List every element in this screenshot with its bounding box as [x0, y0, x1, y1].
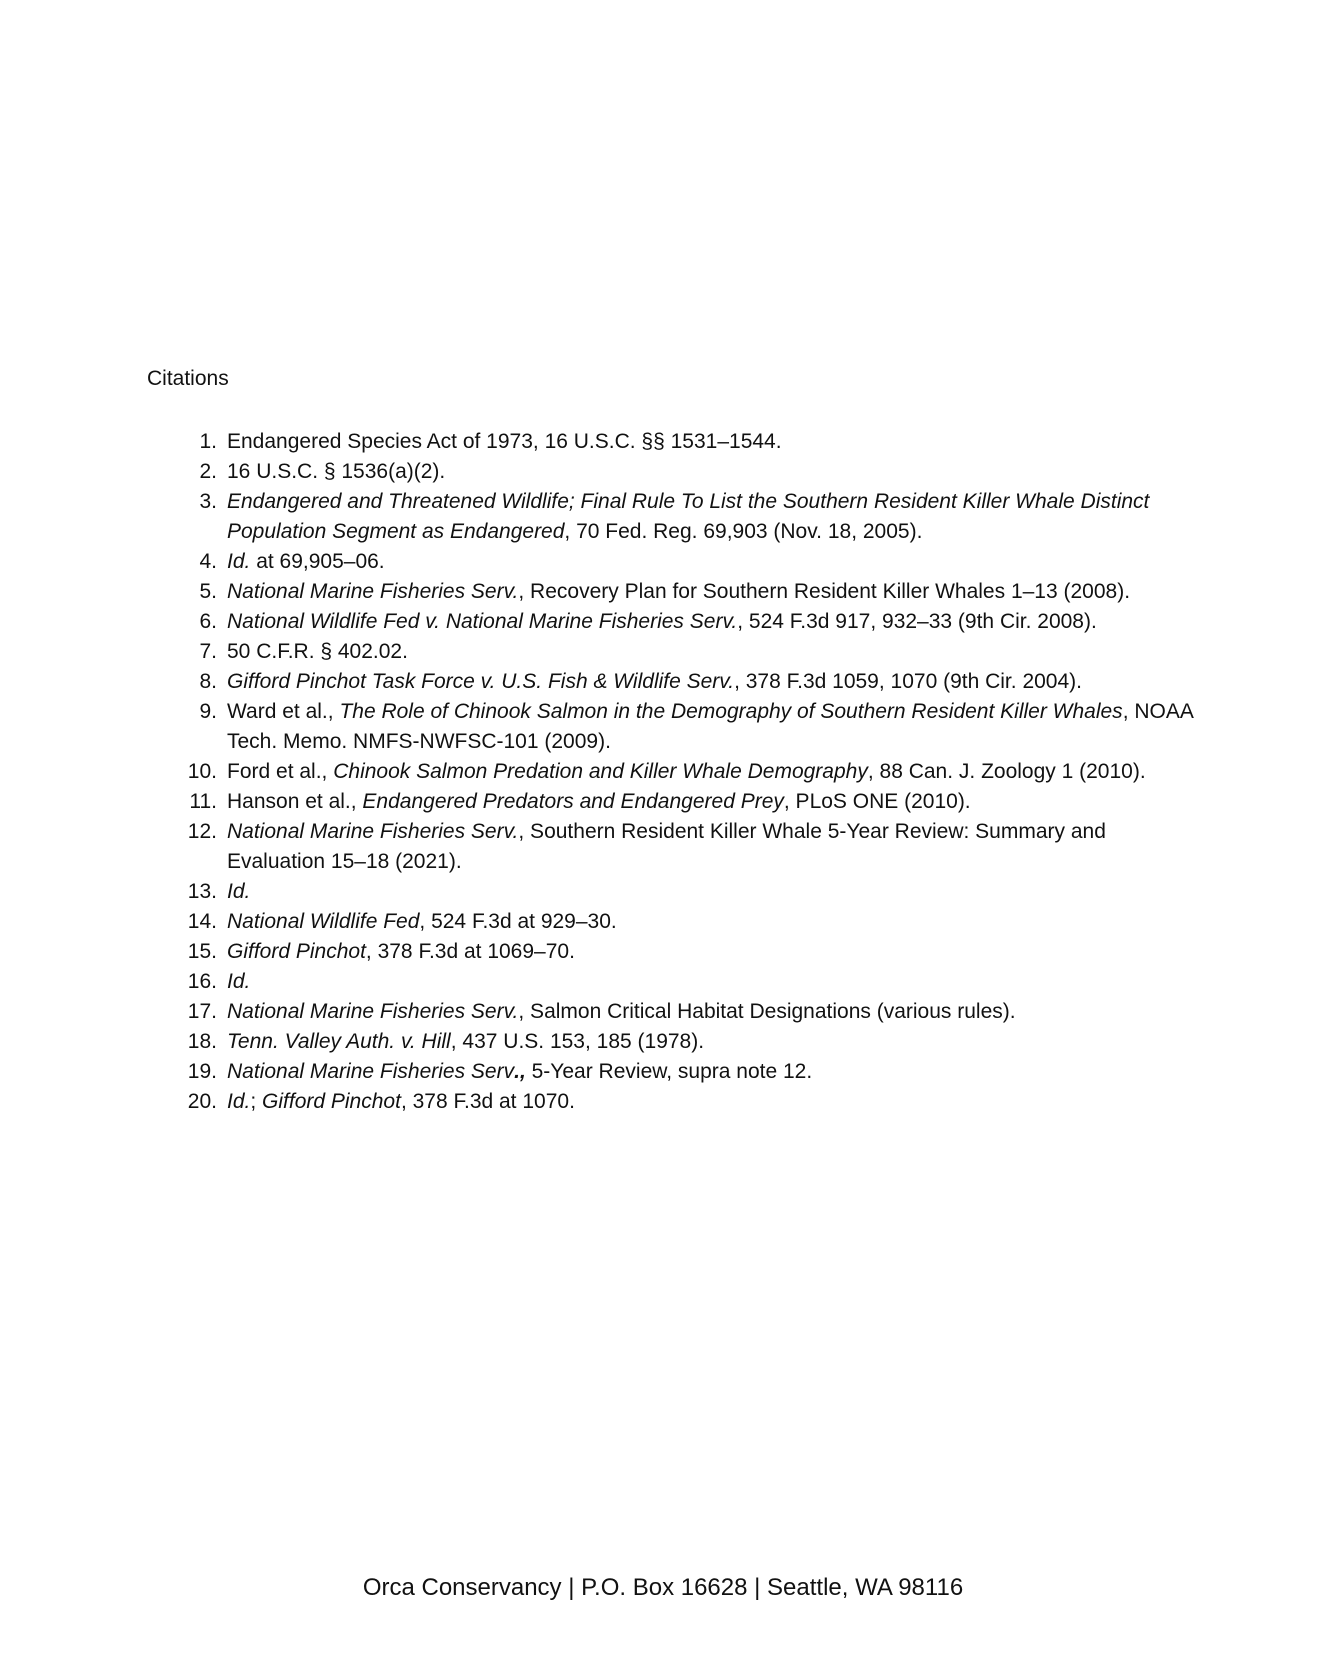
- citation-text: [227, 757, 1207, 787]
- citation-number: 7.: [199, 640, 217, 663]
- citation-italic-segment: Id.: [227, 880, 251, 903]
- citation-italic-segment: National Wildlife Fed v. National Marine Fisheries Serv.: [227, 610, 738, 633]
- citation-italic-segment: Gifford Pinchot: [227, 940, 366, 963]
- citation-segment: , Southern Resident Killer Whale 5-Year Review: Summary and Evaluation 15–18 (2021).: [227, 820, 1106, 873]
- citation-segment: , 437 U.S. 153, 185 (1978).: [450, 1030, 705, 1053]
- citation-item: [147, 997, 1207, 1027]
- citation-segment: 5-Year Review, supra note 12.: [525, 1060, 813, 1083]
- citation-item: [147, 1057, 1207, 1087]
- citation-text: [227, 607, 1207, 637]
- citation-number: 5.: [199, 580, 217, 603]
- citation-segment: Endangered Species Act of 1973, 16 U.S.C. §§ 1531–1544.: [227, 430, 782, 453]
- citation-item: [147, 457, 1207, 487]
- citation-item: [147, 1087, 1207, 1117]
- citation-number: 14.: [187, 910, 217, 933]
- citation-segment: , 70 Fed. Reg. 69,903 (Nov. 18, 2005).: [564, 520, 923, 543]
- citation-italic-segment: Gifford Pinchot: [262, 1090, 401, 1113]
- citation-italic-segment: Gifford Pinchot Task Force v. U.S. Fish & Wildlife Serv.: [227, 670, 735, 693]
- citations-list: [147, 427, 1207, 1117]
- citation-item: [147, 937, 1207, 967]
- citation-segment: .,: [514, 1060, 526, 1083]
- citation-text: [227, 547, 1207, 577]
- citation-item: [147, 577, 1207, 607]
- citation-item: [147, 697, 1207, 757]
- citation-number: 1.: [199, 430, 217, 453]
- citation-number: 15.: [187, 940, 217, 963]
- citation-text: [227, 637, 1207, 667]
- citation-text: [227, 967, 1207, 997]
- citation-number: 8.: [199, 670, 217, 693]
- citation-segment: , Salmon Critical Habitat Designations (various rules).: [518, 1000, 1016, 1023]
- citation-italic-segment: National Marine Fisheries Serv.: [227, 820, 519, 843]
- citation-number: 11.: [189, 790, 217, 813]
- citation-italic-segment: Id.: [227, 1090, 251, 1113]
- citation-item: [147, 817, 1207, 877]
- citation-italic-segment: National Marine Fisheries Serv: [227, 1060, 515, 1083]
- citation-item: [147, 487, 1207, 547]
- citation-number: 3.: [199, 490, 217, 513]
- citation-italic-segment: Endangered Predators and Endangered Prey: [362, 790, 784, 813]
- citation-italic-segment: National Marine Fisheries Serv.: [227, 580, 519, 603]
- citation-number: 13.: [187, 880, 217, 903]
- footer-address: Orca Conservancy | P.O. Box 16628 | Seattle, WA 98116: [362, 1574, 964, 1601]
- citation-text: [227, 1087, 1207, 1117]
- citation-number: 18.: [187, 1030, 217, 1053]
- page-title: Citations: [147, 367, 229, 390]
- citation-segment: , PLoS ONE (2010).: [783, 790, 971, 813]
- citation-item: [147, 907, 1207, 937]
- citation-text: [227, 697, 1207, 757]
- citation-italic-segment: The Role of Chinook Salmon in the Demography of Southern Resident Killer Whales: [339, 700, 1123, 723]
- citation-number: 19.: [187, 1060, 217, 1083]
- citation-text: [227, 877, 1207, 907]
- citation-italic-segment: National Wildlife Fed: [227, 910, 420, 933]
- citation-item: [147, 787, 1207, 817]
- citation-item: [147, 667, 1207, 697]
- citation-segment: at 69,905–06.: [250, 550, 385, 573]
- citation-segment: ;: [250, 1090, 263, 1113]
- citation-item: [147, 877, 1207, 907]
- citation-text: [227, 427, 1207, 457]
- citation-item: [147, 427, 1207, 457]
- citation-item: [147, 757, 1207, 787]
- citation-number: 6.: [199, 610, 217, 633]
- citation-italic-segment: Chinook Salmon Predation and Killer Whale Demography: [333, 760, 868, 783]
- citation-number: 4.: [199, 550, 217, 573]
- citation-segment: , 524 F.3d at 929–30.: [419, 910, 617, 933]
- citation-number: 20.: [187, 1090, 217, 1113]
- citation-text: [227, 667, 1207, 697]
- citation-text: [227, 1057, 1207, 1087]
- citation-segment: , 378 F.3d at 1070.: [400, 1090, 575, 1113]
- citation-item: [147, 637, 1207, 667]
- citation-segment: , 378 F.3d 1059, 1070 (9th Cir. 2004).: [734, 670, 1082, 693]
- citation-italic-segment: National Marine Fisheries Serv.: [227, 1000, 519, 1023]
- citation-number: 16.: [187, 970, 217, 993]
- citation-text: [227, 457, 1207, 487]
- citation-segment: 50 C.F.R. § 402.02.: [227, 640, 408, 663]
- citation-segment: 16 U.S.C. § 1536(a)(2).: [227, 460, 446, 483]
- citation-number: 2.: [199, 460, 217, 483]
- citation-number: 9.: [199, 700, 217, 723]
- citation-italic-segment: Tenn. Valley Auth. v. Hill: [227, 1030, 451, 1053]
- citation-italic-segment: Id.: [227, 970, 251, 993]
- citation-text: [227, 907, 1207, 937]
- citation-segment: , 524 F.3d 917, 932–33 (9th Cir. 2008).: [737, 610, 1097, 633]
- citation-segment: , 88 Can. J. Zoology 1 (2010).: [867, 760, 1146, 783]
- citation-item: [147, 607, 1207, 637]
- citation-text: [227, 487, 1207, 547]
- citation-number: 10.: [187, 760, 217, 783]
- citation-text: [227, 1027, 1207, 1057]
- citation-text: [227, 787, 1207, 817]
- citation-text: [227, 577, 1207, 607]
- citation-text: [227, 997, 1207, 1027]
- citation-item: [147, 547, 1207, 577]
- citation-segment: Hanson et al.,: [227, 790, 363, 813]
- citation-segment: Ward et al.,: [227, 700, 340, 723]
- citation-italic-segment: Endangered and Threatened Wildlife; Final Rule To List the Southern Resident Killer Whale Distinct Population Segment as Endangered: [227, 490, 1150, 543]
- citation-number: 17.: [187, 1000, 217, 1023]
- citation-text: [227, 937, 1207, 967]
- citation-segment: , 378 F.3d at 1069–70.: [365, 940, 575, 963]
- citation-item: [147, 967, 1207, 997]
- citation-italic-segment: Id.: [227, 550, 251, 573]
- citation-item: [147, 1027, 1207, 1057]
- citation-number: 12.: [187, 820, 217, 843]
- citation-segment: , NOAA Tech. Memo. NMFS-NWFSC-101 (2009).: [227, 700, 1193, 753]
- citation-segment: , Recovery Plan for Southern Resident Killer Whales 1–13 (2008).: [518, 580, 1131, 603]
- citation-text: [227, 817, 1207, 877]
- citation-segment: Ford et al.,: [227, 760, 334, 783]
